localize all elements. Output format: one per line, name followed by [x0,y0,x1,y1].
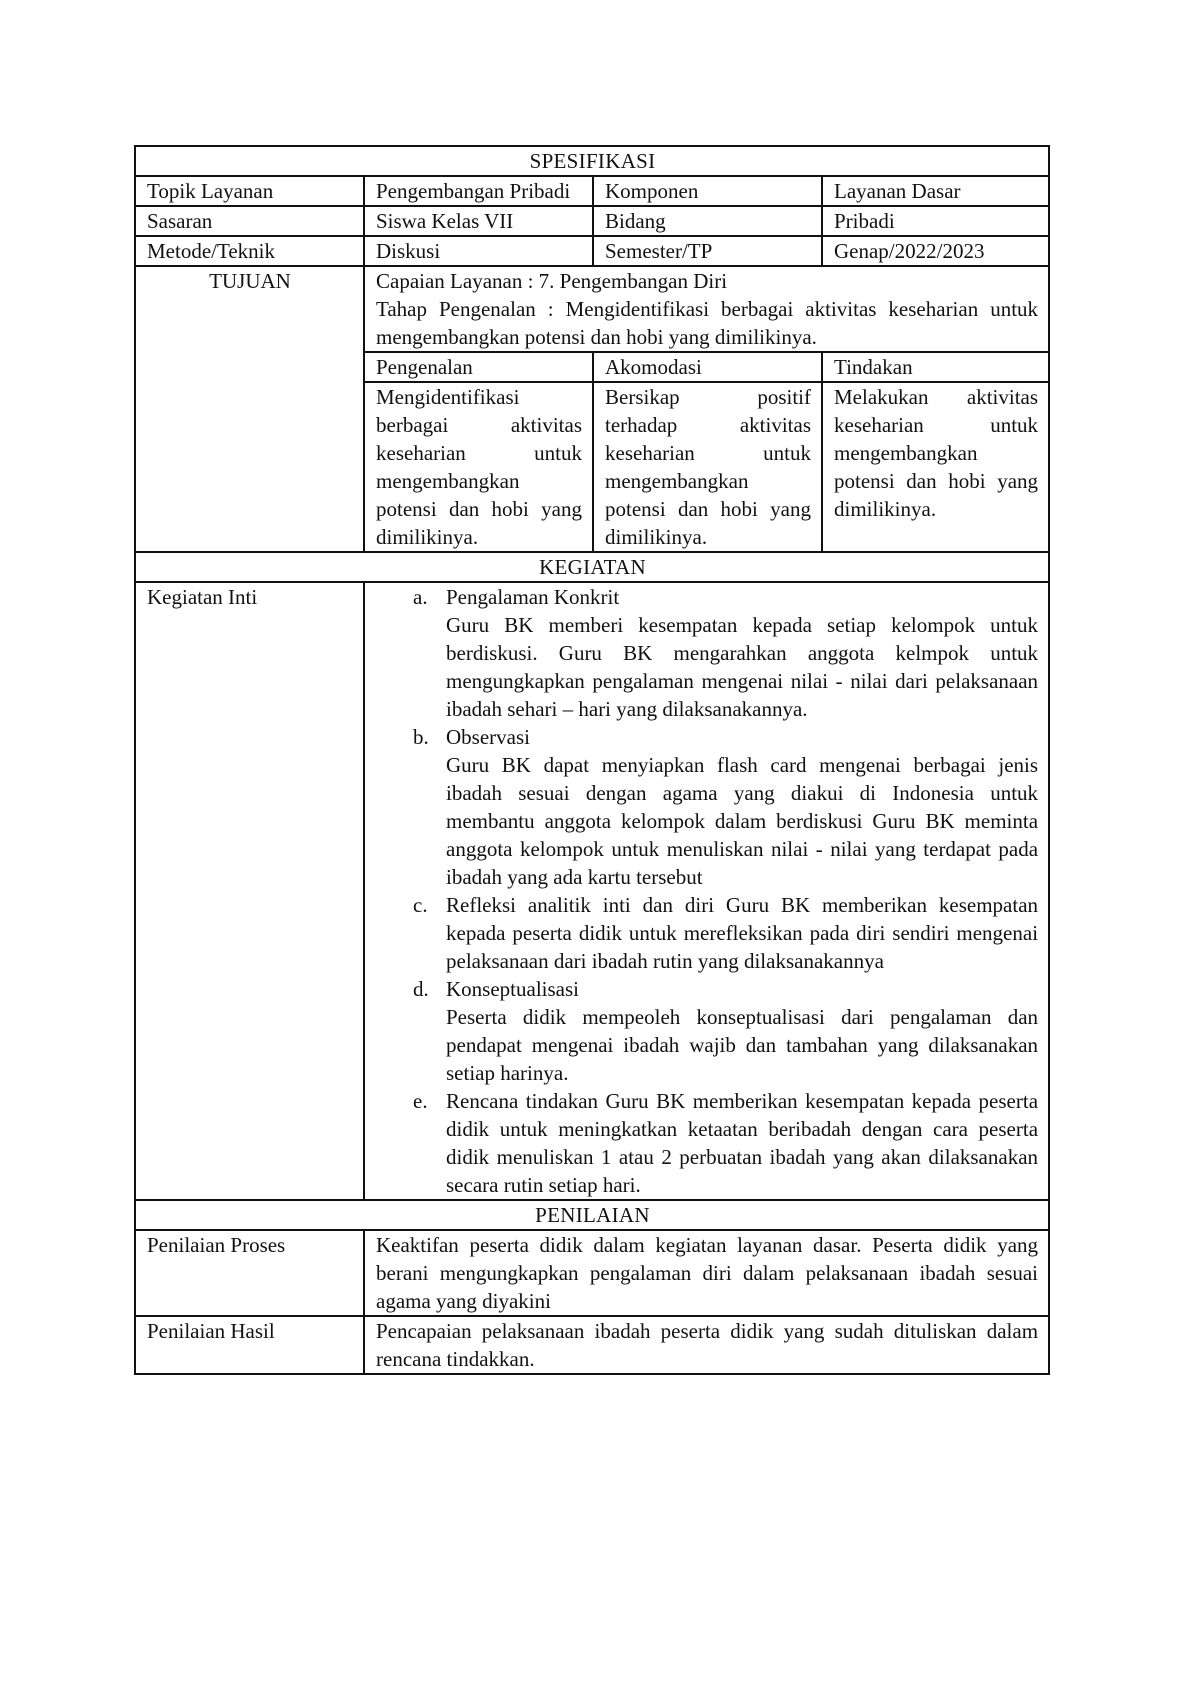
spesifikasi-heading: SPESIFIKASI [135,146,1049,176]
bidang-label: Bidang [593,206,822,236]
kegiatan-inti-label: Kegiatan Inti [135,582,364,1200]
topik-row [135,176,1049,206]
akomodasi-text: Bersikap positif terhadap aktivitas keseharian untuk mengembangkan potensi dan hobi yang dimilikinya. [593,382,822,552]
capaian-layanan: Capaian Layanan : 7. Pengembangan Diri [376,269,728,293]
pengenalan-text: Mengidentifikasi berbagai aktivitas keseharian untuk mengembangkan potensi dan hobi yang dimilikinya. [364,382,593,552]
semester-label: Semester/TP [593,236,822,266]
list-marker: d. [413,977,429,1001]
spesifikasi-heading-row [135,146,1049,176]
tindakan-header: Tindakan [822,352,1049,382]
kegiatan-item [413,891,1039,975]
list-marker: a. [413,585,428,609]
sasaran-value: Siswa Kelas VII [364,206,593,236]
kegiatan-item-text: Rencana tindakan Guru BK memberikan kesempatan kepada peserta didik untuk meningkatkan ketaatan beribadah dengan cara peserta didik menuliskan 1 atau 2 perbuatan ibadah yang akan dilaksanakan secara rutin setiap hari. [446,1089,1039,1197]
tujuan-label: TUJUAN [135,266,364,552]
semester-value: Genap/2022/2023 [822,236,1049,266]
kegiatan-item-text: Peserta didik mempeoleh konseptualisasi dari pengalaman dan pendapat mengenai ibadah wajib dan tambahan yang dilaksanakan setiap harinya. [446,1005,1039,1085]
metode-value: Diskusi [364,236,593,266]
penilaian-hasil-label: Penilaian Hasil [135,1316,364,1374]
list-marker: e. [413,1089,428,1113]
kegiatan-item-text: Guru BK dapat menyiapkan flash card mengenai berbagai jenis ibadah sesuai dengan agama yang diakui di Indonesia untuk membantu anggota kelompok dalam berdiskusi Guru BK meminta anggota kelompok untuk menuliskan nilai - nilai yang terdapat pada ibadah yang ada kartu tersebut [446,753,1039,889]
kegiatan-item-title: Pengalaman Konkrit [446,585,620,609]
penilaian-proses-text: Keaktifan peserta didik dalam kegiatan layanan dasar. Peserta didik yang berani mengungkapkan pengalaman diri dalam pelaksanaan ibadah sesuai agama yang diyakini [364,1230,1049,1316]
tujuan-description [364,266,1049,352]
komponen-value: Layanan Dasar [822,176,1049,206]
sasaran-label: Sasaran [135,206,364,236]
kegiatan-item [413,583,1039,723]
metode-row [135,236,1049,266]
tujuan-row [135,266,1049,352]
komponen-label: Komponen [593,176,822,206]
kegiatan-inti-row [135,582,1049,1200]
kegiatan-item-text: Refleksi analitik inti dan diri Guru BK memberikan kesempatan kepada peserta didik untuk merefleksikan pada diri sendiri mengenai pelaksanaan dari ibadah rutin yang dilaksanakannya [446,893,1039,973]
kegiatan-inti-content [364,582,1049,1200]
penilaian-hasil-row [135,1316,1049,1374]
list-marker: b. [413,725,429,749]
kegiatan-list [376,583,1038,1199]
penilaian-proses-label: Penilaian Proses [135,1230,364,1316]
sasaran-row [135,206,1049,236]
specification-table [134,145,1050,1375]
kegiatan-heading-row [135,552,1049,582]
penilaian-hasil-text: Pencapaian pelaksanaan ibadah peserta didik yang sudah dituliskan dalam rencana tindakkan. [364,1316,1049,1374]
metode-label: Metode/Teknik [135,236,364,266]
tahap-pengenalan: Tahap Pengenalan : Mengidentifikasi berbagai aktivitas keseharian untuk mengembangkan potensi dan hobi yang dimilikinya. [376,297,1039,349]
kegiatan-heading: KEGIATAN [135,552,1049,582]
tindakan-text: Melakukan aktivitas keseharian untuk mengembangkan potensi dan hobi yang dimilikinya. [822,382,1049,552]
kegiatan-item [413,975,1039,1087]
topik-label: Topik Layanan [135,176,364,206]
penilaian-proses-row [135,1230,1049,1316]
list-marker: c. [413,893,428,917]
akomodasi-header: Akomodasi [593,352,822,382]
pengenalan-header: Pengenalan [364,352,593,382]
penilaian-heading-row [135,1200,1049,1230]
topik-value: Pengembangan Pribadi [364,176,593,206]
kegiatan-item [413,1087,1039,1199]
bidang-value: Pribadi [822,206,1049,236]
kegiatan-item-title: Observasi [446,725,530,749]
kegiatan-item-text: Guru BK memberi kesempatan kepada setiap kelompok untuk berdiskusi. Guru BK mengarahkan anggota kelmpok untuk mengungkapkan pengalaman mengenai nilai - nilai dari pelaksanaan ibadah sehari – hari yang dilaksanakannya. [446,613,1039,721]
penilaian-heading: PENILAIAN [135,1200,1049,1230]
kegiatan-item-title: Konseptualisasi [446,977,579,1001]
kegiatan-item [413,723,1039,891]
document-page [134,145,1048,1375]
